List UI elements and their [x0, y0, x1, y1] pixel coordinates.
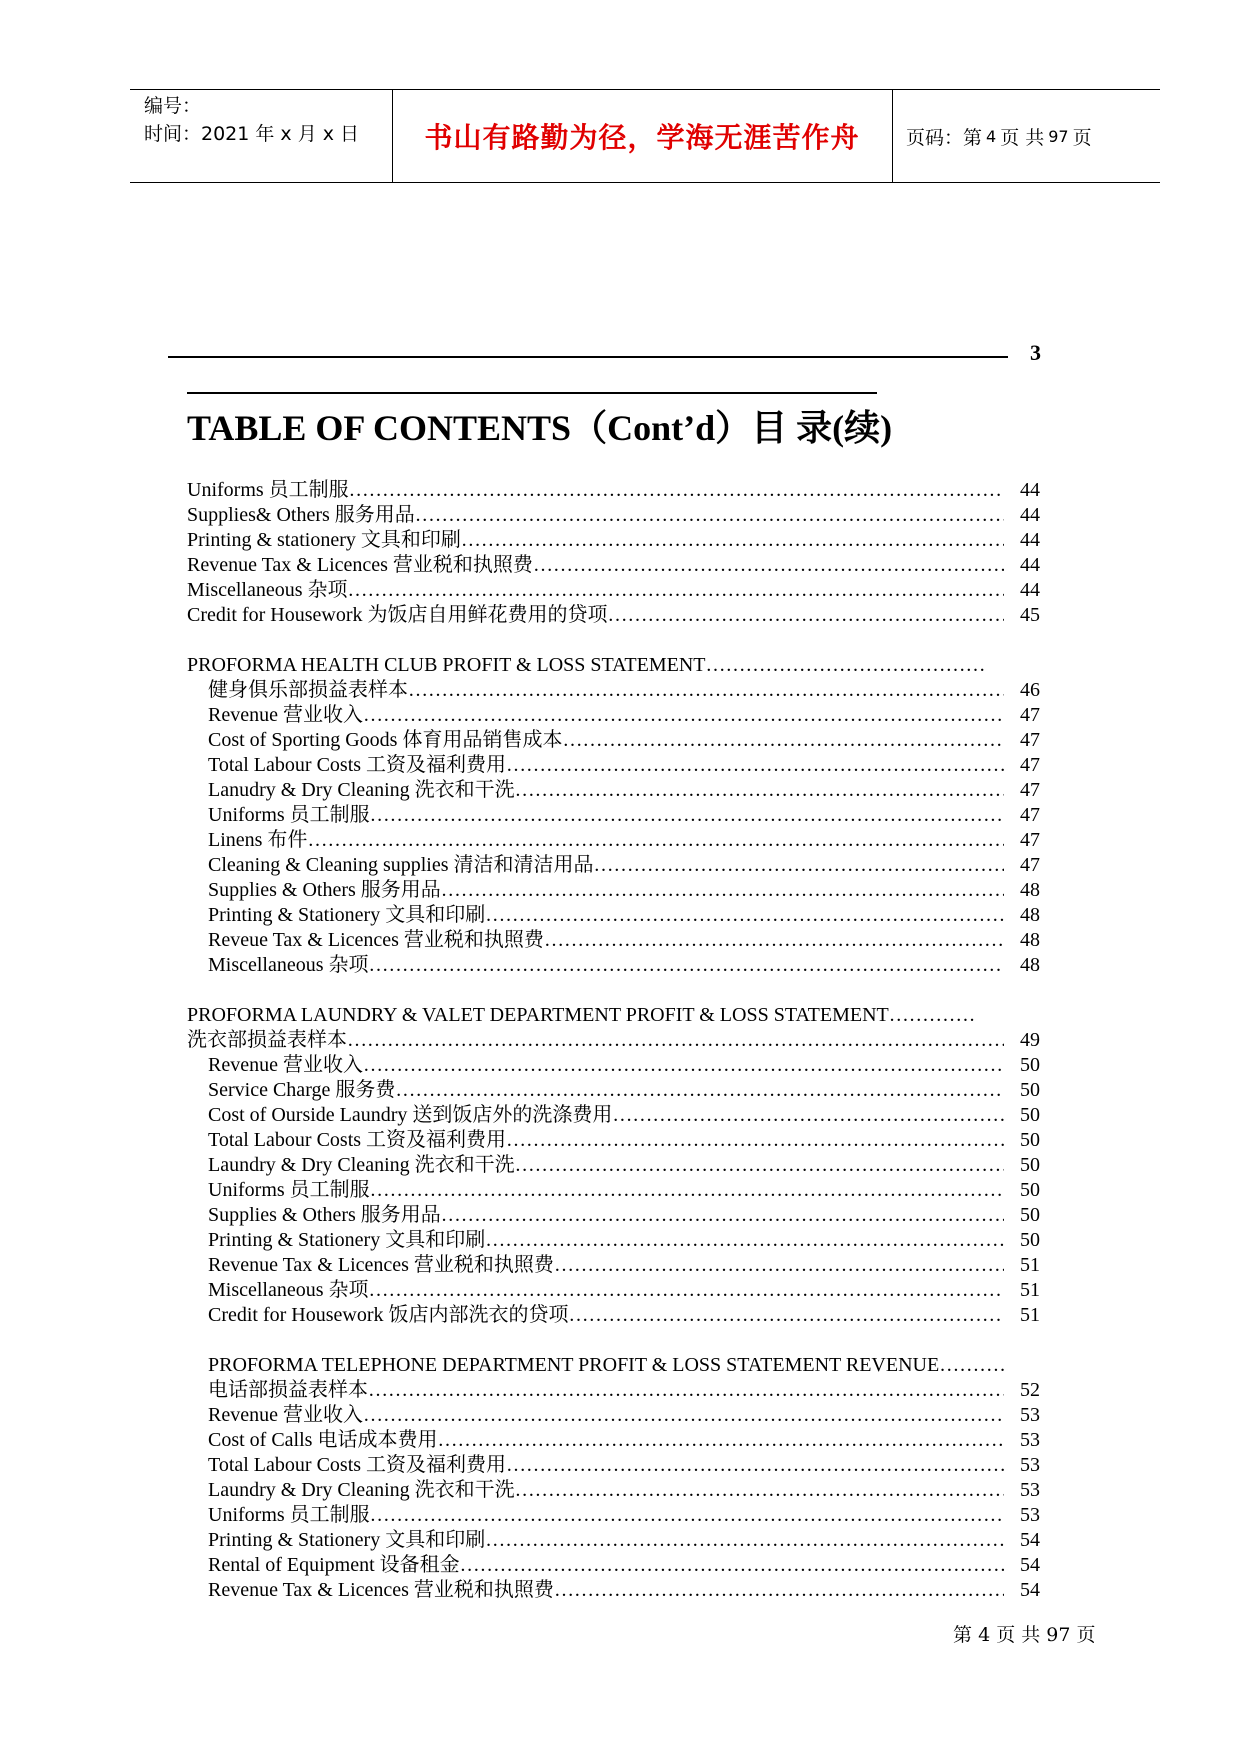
toc-page-number: 50	[1020, 1204, 1040, 1226]
toc-page-number: 50	[1020, 1129, 1040, 1151]
toc-leader-dots	[569, 1303, 1004, 1328]
toc-label: Revenue 营业收入	[208, 1054, 363, 1076]
toc-row	[0, 1278, 1241, 1303]
toc-entry[interactable]	[208, 753, 1040, 778]
toc-page-number: 47	[1020, 729, 1040, 751]
page-title: TABLE OF CONTENTS（Cont’d）目 录(续)	[187, 408, 893, 448]
toc-leader-dots	[608, 603, 1004, 628]
toc-entry[interactable]	[208, 1403, 1040, 1428]
toc-row	[0, 1578, 1241, 1603]
toc-leader-dots	[348, 578, 1004, 603]
toc-row	[0, 1353, 1241, 1378]
toc-leader-dots	[369, 1278, 1004, 1303]
toc-label: 健身俱乐部损益表样本	[208, 679, 408, 701]
page-footer	[953, 1620, 1096, 1647]
toc-leader-dots	[554, 1253, 1004, 1278]
toc-page-number: 50	[1020, 1104, 1040, 1126]
toc-row	[0, 1253, 1241, 1278]
toc-leader-dots	[506, 753, 1004, 778]
toc-row	[0, 1003, 1241, 1028]
toc-page-number: 48	[1020, 879, 1040, 901]
toc-leader-dots	[562, 728, 1004, 753]
toc-leader-dots	[889, 1003, 974, 1028]
toc-leader-dots	[437, 1428, 1004, 1453]
footer-total: 97	[1046, 1624, 1071, 1646]
page-prefix: 页码：第	[906, 126, 983, 149]
toc-label: Revenue 营业收入	[208, 1404, 363, 1426]
toc-label: 电话部损益表样本	[208, 1379, 368, 1401]
toc-label: Revenue 营业收入	[208, 704, 363, 726]
toc-row	[0, 1428, 1241, 1453]
toc-page-number: 50	[1020, 1229, 1040, 1251]
toc-leader-dots	[441, 878, 1004, 903]
toc-label: 洗衣部损益表样本	[187, 1029, 347, 1051]
toc-row	[0, 553, 1241, 578]
toc-row	[0, 828, 1241, 853]
header-meta	[144, 92, 359, 148]
toc-label: Supplies & Others 服务用品	[208, 1204, 441, 1226]
toc-row	[0, 1103, 1241, 1128]
toc-leader-dots	[594, 853, 1004, 878]
toc-label: Miscellaneous 杂项	[208, 954, 369, 976]
toc-page-number: 44	[1020, 529, 1040, 551]
toc-page-number: 44	[1020, 554, 1040, 576]
toc-page-number: 53	[1020, 1504, 1040, 1526]
toc-row	[0, 1453, 1241, 1478]
toc-page-number: 51	[1020, 1254, 1040, 1276]
toc-label: PROFORMA HEALTH CLUB PROFIT & LOSS STATEMENT	[187, 654, 706, 676]
toc-label: Revenue Tax & Licences 营业税和执照费	[208, 1254, 554, 1276]
toc-entry[interactable]	[208, 903, 1040, 928]
page-suffix: 页	[1072, 126, 1092, 149]
toc-page-number: 47	[1020, 754, 1040, 776]
toc-page-number: 54	[1020, 1554, 1040, 1576]
toc-row	[0, 853, 1241, 878]
toc-entry[interactable]	[187, 1003, 1010, 1028]
toc-leader-dots	[533, 553, 1004, 578]
toc-label: Laundry & Dry Cleaning 洗衣和干洗	[208, 1154, 515, 1176]
toc-page-number: 50	[1020, 1154, 1040, 1176]
toc-row	[0, 953, 1241, 978]
toc-page-number: 51	[1020, 1304, 1040, 1326]
toc-row	[0, 703, 1241, 728]
toc-row	[0, 1128, 1241, 1153]
toc-leader-dots	[370, 1178, 1004, 1203]
toc-row	[0, 1403, 1241, 1428]
toc-row	[0, 1528, 1241, 1553]
toc-page-number: 47	[1020, 854, 1040, 876]
toc-page-number: 44	[1020, 579, 1040, 601]
toc-row	[0, 778, 1241, 803]
toc-leader-dots	[441, 1203, 1004, 1228]
toc-page-number: 54	[1020, 1529, 1040, 1551]
toc-label: Linens 布件	[208, 829, 308, 851]
toc-entry[interactable]	[208, 1253, 1040, 1278]
toc-leader-dots	[349, 478, 1004, 503]
toc-label: Miscellaneous 杂项	[187, 579, 348, 601]
toc-page-number: 54	[1020, 1579, 1040, 1601]
toc-row	[0, 753, 1241, 778]
toc-row	[0, 1503, 1241, 1528]
toc-entry[interactable]	[187, 653, 1020, 678]
toc-entry[interactable]	[208, 1578, 1040, 1603]
toc-entry[interactable]	[208, 778, 1040, 803]
toc-entry[interactable]	[208, 1178, 1040, 1203]
toc-page-number: 44	[1020, 504, 1040, 526]
toc-row	[0, 1053, 1241, 1078]
toc-page-number: 52	[1020, 1379, 1040, 1401]
toc-entry[interactable]	[208, 1053, 1040, 1078]
toc-row	[0, 1203, 1241, 1228]
toc-leader-dots	[506, 1453, 1004, 1478]
toc-leader-dots	[370, 803, 1004, 828]
toc-label: PROFORMA TELEPHONE DEPARTMENT PROFIT & LOSS STATEMENT REVENUE	[208, 1354, 940, 1376]
toc-label: Cost of Ourside Laundry 送到饭店外的洗涤费用	[208, 1104, 613, 1126]
footer-mid: 页 共	[996, 1624, 1041, 1646]
table-of-contents	[0, 478, 1241, 1603]
toc-page-number: 48	[1020, 904, 1040, 926]
toc-page-number: 49	[1020, 1029, 1040, 1051]
toc-row	[0, 1478, 1241, 1503]
toc-label: Revenue Tax & Licences 营业税和执照费	[208, 1579, 554, 1601]
toc-entry[interactable]	[208, 953, 1040, 978]
toc-entry[interactable]	[208, 1503, 1040, 1528]
section-number: 3	[1030, 340, 1041, 365]
toc-leader-dots	[515, 1153, 1004, 1178]
toc-page-number: 50	[1020, 1054, 1040, 1076]
toc-page-number: 46	[1020, 679, 1040, 701]
toc-entry[interactable]	[208, 678, 1040, 703]
header-page-info	[892, 90, 1160, 182]
toc-entry[interactable]	[208, 928, 1040, 953]
footer-current: 4	[978, 1624, 991, 1646]
toc-leader-dots	[485, 1228, 1004, 1253]
toc-row	[0, 1303, 1241, 1328]
toc-row	[0, 503, 1241, 528]
toc-row	[0, 928, 1241, 953]
toc-entry[interactable]	[208, 1303, 1040, 1328]
toc-leader-dots	[506, 1128, 1004, 1153]
toc-row	[0, 878, 1241, 903]
toc-leader-dots	[408, 678, 1004, 703]
footer-prefix: 第	[953, 1624, 973, 1646]
toc-label: Total Labour Costs 工资及福利费用	[208, 1454, 507, 1476]
toc-page-number: 47	[1020, 779, 1040, 801]
toc-row	[0, 1178, 1241, 1203]
toc-label: Total Labour Costs 工资及福利费用	[208, 754, 507, 776]
toc-label: Total Labour Costs 工资及福利费用	[208, 1129, 507, 1151]
toc-page-number: 53	[1020, 1429, 1040, 1451]
toc-leader-dots	[460, 1553, 1004, 1578]
toc-row	[0, 728, 1241, 753]
toc-leader-dots	[395, 1078, 1004, 1103]
toc-row	[0, 1553, 1241, 1578]
toc-label: Printing & Stationery 文具和印刷	[208, 1529, 486, 1551]
page-total: 97	[1048, 126, 1069, 146]
toc-row	[0, 528, 1241, 553]
toc-entry[interactable]	[187, 478, 1040, 503]
toc-label: Cost of Calls 电话成本费用	[208, 1429, 438, 1451]
toc-entry[interactable]	[208, 1228, 1040, 1253]
document-number-label: 编号：	[144, 95, 202, 117]
toc-label: Supplies & Others 服务用品	[208, 879, 441, 901]
toc-page-number: 51	[1020, 1279, 1040, 1301]
toc-row	[0, 603, 1241, 628]
toc-page-number: 50	[1020, 1179, 1040, 1201]
toc-entry[interactable]	[208, 1103, 1040, 1128]
toc-entry[interactable]	[208, 1478, 1040, 1503]
toc-entry[interactable]	[208, 1553, 1040, 1578]
toc-entry[interactable]	[208, 1128, 1040, 1153]
footer-suffix: 页	[1076, 1624, 1096, 1646]
toc-label: Credit for Housework 饭店内部洗衣的贷项	[208, 1304, 569, 1326]
toc-page-number: 44	[1020, 479, 1040, 501]
toc-leader-dots	[415, 503, 1004, 528]
toc-leader-dots	[347, 1028, 1004, 1053]
toc-label: Cleaning & Cleaning supplies 清洁和清洁用品	[208, 854, 594, 876]
toc-row	[0, 1028, 1241, 1053]
toc-leader-dots	[363, 1053, 1004, 1078]
toc-entry[interactable]	[208, 1203, 1040, 1228]
toc-entry[interactable]	[208, 1453, 1040, 1478]
toc-entry[interactable]	[208, 828, 1040, 853]
toc-page-number: 50	[1020, 1079, 1040, 1101]
toc-leader-dots	[363, 1403, 1004, 1428]
toc-entry[interactable]	[187, 503, 1040, 528]
toc-label: Uniforms 员工制服	[208, 1179, 370, 1201]
toc-entry[interactable]	[187, 528, 1040, 553]
toc-entry[interactable]	[208, 853, 1040, 878]
toc-leader-dots	[461, 528, 1004, 553]
toc-page-number: 47	[1020, 704, 1040, 726]
toc-leader-dots	[368, 1378, 1004, 1403]
toc-row	[0, 1153, 1241, 1178]
toc-label: Supplies& Others 服务用品	[187, 504, 415, 526]
toc-row	[0, 578, 1241, 603]
toc-leader-dots	[706, 653, 985, 678]
toc-page-number: 47	[1020, 804, 1040, 826]
toc-leader-dots	[515, 778, 1004, 803]
toc-label: Uniforms 员工制服	[208, 1504, 370, 1526]
section-rule	[168, 356, 1008, 358]
toc-page-number: 48	[1020, 929, 1040, 951]
toc-label: Laundry & Dry Cleaning 洗衣和干洗	[208, 1479, 515, 1501]
toc-label: Printing & stationery 文具和印刷	[187, 529, 461, 551]
toc-label: Miscellaneous 杂项	[208, 1279, 369, 1301]
toc-label: Cost of Sporting Goods 体育用品销售成本	[208, 729, 563, 751]
page-current: 4	[986, 126, 997, 146]
toc-leader-dots	[369, 953, 1004, 978]
toc-entry[interactable]	[208, 1428, 1040, 1453]
title-rule	[187, 392, 877, 394]
toc-leader-dots	[363, 703, 1004, 728]
toc-entry[interactable]	[208, 1278, 1040, 1303]
toc-page-number: 53	[1020, 1454, 1040, 1476]
toc-leader-dots	[485, 903, 1004, 928]
toc-label: Printing & Stationery 文具和印刷	[208, 904, 486, 926]
toc-leader-dots	[554, 1578, 1004, 1603]
toc-label: Uniforms 员工制服	[187, 479, 349, 501]
toc-page-number: 47	[1020, 829, 1040, 851]
toc-leader-dots	[544, 928, 1004, 953]
toc-label: Reveue Tax & Licences 营业税和执照费	[208, 929, 544, 951]
toc-entry[interactable]	[208, 878, 1040, 903]
toc-entry[interactable]	[208, 728, 1040, 753]
toc-row	[0, 1078, 1241, 1103]
toc-entry[interactable]	[208, 803, 1040, 828]
toc-row	[0, 1228, 1241, 1253]
toc-row	[0, 1378, 1241, 1403]
toc-label: Rental of Equipment 设备租金	[208, 1554, 460, 1576]
toc-leader-dots	[370, 1503, 1004, 1528]
toc-leader-dots	[515, 1478, 1004, 1503]
toc-page-number: 45	[1020, 604, 1040, 626]
toc-leader-dots	[307, 828, 1004, 853]
toc-entry[interactable]	[208, 703, 1040, 728]
toc-label: Revenue Tax & Licences 营业税和执照费	[187, 554, 533, 576]
header-motto: 书山有路勤为径，学海无涯苦作舟	[424, 121, 860, 154]
toc-label: Lanudry & Dry Cleaning 洗衣和干洗	[208, 779, 515, 801]
toc-row	[0, 478, 1241, 503]
toc-page-number: 53	[1020, 1479, 1040, 1501]
toc-entry[interactable]	[208, 1153, 1040, 1178]
toc-leader-dots	[612, 1103, 1004, 1128]
toc-row	[0, 653, 1241, 678]
toc-row	[0, 678, 1241, 703]
toc-entry[interactable]	[187, 603, 1040, 628]
toc-page-number: 48	[1020, 954, 1040, 976]
header-table	[130, 89, 1160, 183]
toc-leader-dots	[485, 1528, 1004, 1553]
toc-label: PROFORMA LAUNDRY & VALET DEPARTMENT PROFIT & LOSS STATEMENT	[187, 1004, 889, 1026]
toc-row	[0, 903, 1241, 928]
toc-label: Credit for Housework 为饭店自用鲜花费用的贷项	[187, 604, 608, 626]
toc-page-number: 53	[1020, 1404, 1040, 1426]
toc-entry[interactable]	[208, 1353, 1040, 1378]
toc-entry[interactable]	[187, 578, 1040, 603]
toc-entry[interactable]	[187, 553, 1040, 578]
toc-label: Uniforms 员工制服	[208, 804, 370, 826]
toc-leader-dots	[939, 1353, 1004, 1378]
page-mid: 页 共	[1000, 126, 1045, 149]
toc-row	[0, 803, 1241, 828]
toc-label: Printing & Stationery 文具和印刷	[208, 1229, 486, 1251]
document-time: 时间：2021 年 x 月 x 日	[144, 123, 360, 145]
toc-entry[interactable]	[208, 1528, 1040, 1553]
toc-entry[interactable]	[187, 1028, 1040, 1053]
toc-entry[interactable]	[208, 1378, 1040, 1403]
toc-entry[interactable]	[208, 1078, 1040, 1103]
toc-label: Service Charge 服务费	[208, 1079, 396, 1101]
